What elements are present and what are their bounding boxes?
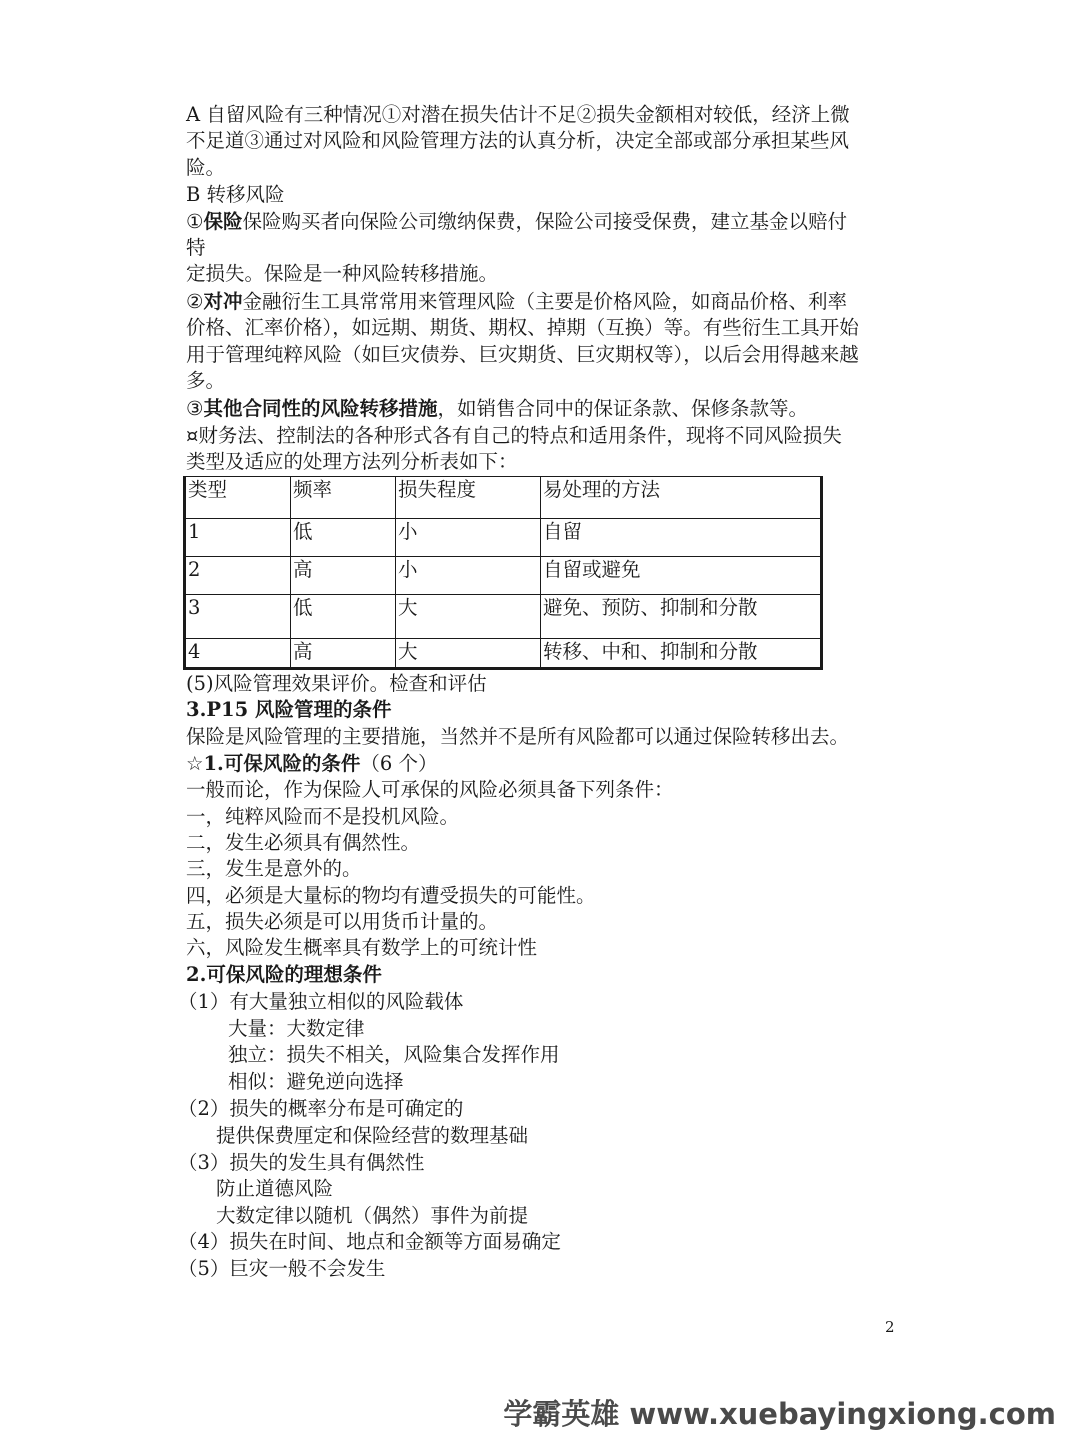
- table-cell: 4: [185, 639, 291, 669]
- table-header-cell: 频率: [291, 477, 396, 519]
- table-cell: 自留: [541, 519, 822, 557]
- ideal-subitem: 大数定律以随机（偶然）事件为前提: [216, 1204, 529, 1227]
- paragraph-a-line2: 不足道③通过对风险和风险管理方法的认真分析，决定全部或部分承担某些风: [186, 129, 850, 152]
- insurable-intro: 一般而论，作为保险人可承保的风险必须具备下列条件：: [186, 778, 674, 801]
- risk-method-table: [183, 476, 823, 670]
- ideal-item-1: （1）有大量独立相似的风险载体: [178, 990, 464, 1013]
- condition-item: 二，发生必须具有偶然性。: [186, 831, 421, 854]
- table-cell: 低: [291, 595, 396, 639]
- table-cell: 自留或避免: [541, 557, 822, 595]
- hedge-line1: [186, 289, 847, 315]
- table-header-row: [185, 477, 822, 519]
- ideal-subitem: 相似：避免逆向选择: [228, 1070, 404, 1093]
- transfer-risk-title: B 转移风险: [186, 183, 285, 206]
- condition-item: 一，纯粹风险而不是投机风险。: [186, 805, 460, 828]
- ideal-subitem: 独立：损失不相关，风险集合发挥作用: [228, 1043, 560, 1066]
- table-cell: 高: [291, 639, 396, 669]
- hedge-line3: 用于管理纯粹风险（如巨灾债券、巨灾期货、巨灾期权等），以后会用得越来越: [186, 343, 859, 366]
- other-text: ，如销售合同中的保证条款、保修条款等。: [437, 397, 809, 420]
- table-cell: 高: [291, 557, 396, 595]
- insurance-line2: 特: [186, 236, 206, 259]
- method-intro-line1: ¤财务法、控制法的各种形式各有自己的特点和适用条件，现将不同风险损失: [186, 424, 842, 447]
- ideal-conditions-title: 2.可保风险的理想条件: [186, 963, 382, 986]
- ideal-subitem: 提供保费厘定和保险经营的数理基础: [216, 1124, 529, 1147]
- ideal-item-4: （4）损失在时间、地点和金额等方面易确定: [178, 1230, 561, 1253]
- section3-title: 3.P15 风险管理的条件: [186, 698, 392, 721]
- insurance-line1: [186, 209, 847, 235]
- condition-item: 三，发生是意外的。: [186, 857, 362, 880]
- table-row: [185, 639, 822, 669]
- star-prefix: ☆: [186, 752, 204, 775]
- table-cell: 转移、中和、抑制和分散: [541, 639, 822, 669]
- paragraph-a-line3: 险。: [186, 156, 226, 179]
- ideal-subitem: 大量：大数定律: [228, 1017, 365, 1040]
- other-num: ③: [186, 397, 204, 420]
- table-cell: 1: [185, 519, 291, 557]
- ideal-item-2: （2）损失的概率分布是可确定的: [178, 1097, 464, 1120]
- hedge-text: 金融衍生工具常常用来管理风险（主要是价格风险，如商品价格、利率: [242, 290, 848, 313]
- condition-item: 四，必须是大量标的物均有遭受损失的可能性。: [186, 884, 596, 907]
- site-watermark: 学霸英雄 www.xuebayingxiong.com: [503, 1397, 1056, 1431]
- paragraph-a-line1: A 自留风险有三种情况①对潜在损失估计不足②损失金额相对较低，经济上微: [186, 103, 850, 126]
- table-cell: 大: [396, 639, 541, 669]
- table-cell: 小: [396, 519, 541, 557]
- hedge-line4: 多。: [186, 369, 226, 392]
- method-intro-line2: 类型及适应的处理方法列分析表如下：: [186, 450, 518, 473]
- ideal-item-3: （3）损失的发生具有偶然性: [178, 1151, 425, 1174]
- other-measures-line: [186, 396, 808, 422]
- table-header-cell: 损失程度: [396, 477, 541, 519]
- hedge-bold: 对冲: [203, 290, 243, 313]
- insurable-rest: （6 个）: [360, 752, 438, 775]
- table-header-cell: 易处理的方法: [541, 477, 822, 519]
- insurance-bold: 保险: [203, 210, 243, 233]
- table-cell: 低: [291, 519, 396, 557]
- ideal-subitem: 防止道德风险: [216, 1177, 334, 1200]
- table-row: [185, 595, 822, 639]
- insurance-line3: 定损失。保险是一种风险转移措施。: [186, 262, 499, 285]
- table-row: [185, 557, 822, 595]
- table-header-cell: 类型: [185, 477, 291, 519]
- condition-item: 六，风险发生概率具有数学上的可统计性: [186, 936, 538, 959]
- hedge-num: ②: [186, 290, 204, 313]
- insurable-title: [186, 751, 437, 777]
- table-row: [185, 519, 822, 557]
- section3-intro: 保险是风险管理的主要措施，当然并不是所有风险都可以通过保险转移出去。: [186, 725, 850, 748]
- table-cell: 2: [185, 557, 291, 595]
- insurance-num: ①: [186, 210, 204, 233]
- table-cell: 避免、预防、抑制和分散: [541, 595, 822, 639]
- table-cell: 小: [396, 557, 541, 595]
- insurable-bold: 1.可保风险的条件: [203, 752, 361, 775]
- hedge-line2: 价格、汇率价格），如远期、期货、期权、掉期（互换）等。有些衍生工具开始: [186, 316, 859, 339]
- other-bold: 其他合同性的风险转移措施: [203, 397, 438, 420]
- table-cell: 3: [185, 595, 291, 639]
- insurance-text: 保险购买者向保险公司缴纳保费，保险公司接受保费，建立基金以赔付: [242, 210, 848, 233]
- condition-item: 五，损失必须是可以用货币计量的。: [186, 910, 499, 933]
- ideal-item-5: （5）巨灾一般不会发生: [178, 1257, 386, 1280]
- table-cell: 大: [396, 595, 541, 639]
- evaluation-line: (5)风险管理效果评价。检查和评估: [186, 672, 487, 695]
- page-number: 2: [885, 1318, 895, 1336]
